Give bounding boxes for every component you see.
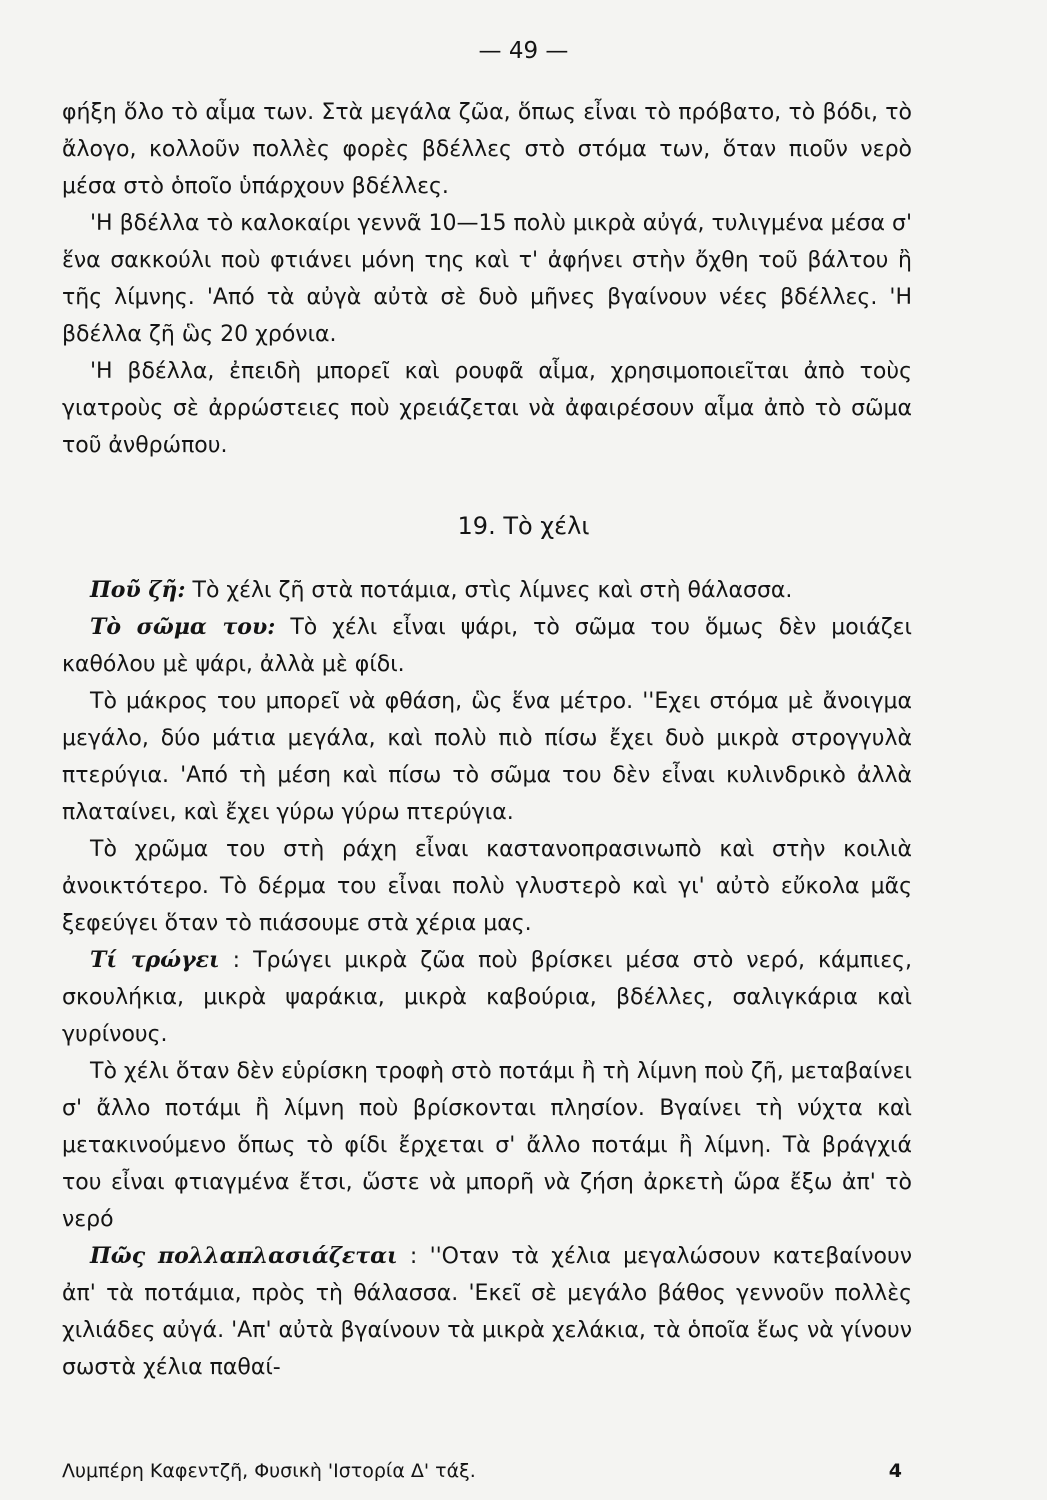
- breeding-text: : ''Οταν τὰ χέλια μεγαλώσουν κατεβαίνουν ἀπ' τὰ ποτάμια, πρὸς τὴ θάλασσα. 'Εκεῖ σὲ μεγάλο βάθος γεννοῦν πολλὲς χιλιάδες αὐγά. 'Απ' αὐτὰ βγαίνουν τὰ μικρὰ χελάκια, τὰ ὁποῖα ἕως νὰ γίνουν σωστὰ χέλια παθαί-: [62, 1244, 913, 1380]
- food-text: : Τρώγει μικρὰ ζῶα ποὺ βρίσκει μέσα στὸ νερό, κάμπιες, σκουλήκια, μικρὰ ψαράκια, μικρὰ καβούρια, βδέλλες, σαλιγκάρια καὶ γυρίνους.: [62, 948, 912, 1047]
- food-paragraph: [62, 942, 912, 1053]
- color-paragraph: Τὸ χρῶμα του στὴ ράχη εἶναι καστανοπρασινωπὸ καὶ στὴν κοιλιὰ ἀνοικτότερο. Τὸ δέρμα του εἶναι πολὺ γλυστερὸ καὶ γι' αὐτὸ εὔκολα μᾶς ξεφεύγει ὅταν τὸ πιάσουμε στὰ χέρια μας.: [62, 837, 912, 936]
- medical-use-paragraph: 'Η βδέλλα, ἐπειδὴ μπορεῖ καὶ ρουφᾶ αἷμα, χρησιμοποιεῖται ἀπὸ τοὺς γιατροὺς σὲ ἀρρώστειες ποὺ χρειάζεται νὰ ἀφαιρέσουν αἷμα ἀπὸ τὸ σῶμα τοῦ ἀνθρώπου.: [62, 359, 912, 458]
- body-term: Τὸ σῶμα του:: [90, 614, 276, 640]
- food-term: Τί τρώγει: [90, 947, 220, 973]
- section-title: 19. Τὸ χέλι: [457, 512, 590, 540]
- reproduction-paragraph: 'Η βδέλλα τὸ καλοκαίρι γεννᾶ 10—15 πολὺ μικρὰ αὐγά, τυλιγμένα μέσα σ' ἕνα σακκούλι ποὺ φτιάνει μόνη της καὶ τ' ἀφήνει στὴν ὄχθη τοῦ βάλτου ἢ τῆς λίμνης. 'Από τὰ αὐγὰ αὐτὰ σὲ δυὸ μῆνες βγαίνουν νέες βδέλλες. 'Η βδέλλα ζῆ ὣς 20 χρόνια.: [62, 211, 912, 347]
- leech-section-continuation: [62, 94, 912, 464]
- body-paragraph: [62, 609, 912, 683]
- length-paragraph: Τὸ μάκρος του μπορεῖ νὰ φθάση, ὣς ἕνα μέτρο. ''Εχει στόμα μὲ ἄνοιγμα μεγάλο, δύο μάτια μεγάλα, καὶ πολὺ πιὸ πίσω ἔχει δυὸ μικρὰ στρογγυλὰ πτερύγια. 'Από τὴ μέση καὶ πίσω τὸ σῶμα του δὲν εἶναι κυλινδρικὸ ἀλλὰ πλαταίνει, καὶ ἔχει γύρω γύρω πτερύγια.: [62, 689, 912, 825]
- habitat-text: Τὸ χέλι ζῆ στὰ ποτάμια, στὶς λίμνες καὶ στὴ θάλασσα.: [185, 578, 793, 603]
- body-text: Τὸ χέλι εἶναι ψάρι, τὸ σῶμα του ὅμως δὲν μοιάζει καθόλου μὲ ψάρι, ἀλλὰ μὲ φίδι.: [62, 615, 912, 677]
- eel-section: [62, 572, 912, 1386]
- breeding-paragraph: [62, 1238, 912, 1386]
- page-number: — 49 —: [478, 38, 569, 64]
- breeding-term: Πῶς πολλαπλασιάζεται: [90, 1243, 398, 1269]
- signature-mark: 4: [888, 1460, 902, 1482]
- footer-imprint: Λυμπέρη Καφεντζῆ, Φυσικὴ 'Ιστορία Δ' τάξ.: [62, 1460, 476, 1482]
- habitat-paragraph: [62, 572, 912, 609]
- habitat-term: Ποῦ ζῆ:: [90, 577, 186, 603]
- migration-paragraph: Τὸ χέλι ὅταν δὲν εὑρίσκη τροφὴ στὸ ποτάμι ἢ τὴ λίμνη ποὺ ζῆ, μεταβαίνει σ' ἄλλο ποτάμι ἢ λίμνη ποὺ βρίσκονται πλησίον. Βγαίνει τὴ νύχτα καὶ μετακινούμενο ὅπως τὸ φίδι ἔρχεται σ' ἄλλο ποτάμι ἢ λίμνη. Τὰ βράγχιά του εἶναι φτιαγμένα ἔτσι, ὥστε νὰ μπορῆ νὰ ζήση ἀρκετὴ ὥρα ἔξω ἀπ' τὸ νερό: [62, 1059, 912, 1232]
- page-footer: [62, 1460, 902, 1482]
- continuation-paragraph: φήξη ὅλο τὸ αἷμα των. Στὰ μεγάλα ζῶα, ὅπως εἶναι τὸ πρόβατο, τὸ βόδι, τὸ ἄλογο, κολλοῦν πολλὲς φορὲς βδέλλες στὸ στόμα των, ὅταν πιοῦν νερὸ μέσα στὸ ὁποῖο ὑπάρχουν βδέλλες.: [62, 100, 912, 199]
